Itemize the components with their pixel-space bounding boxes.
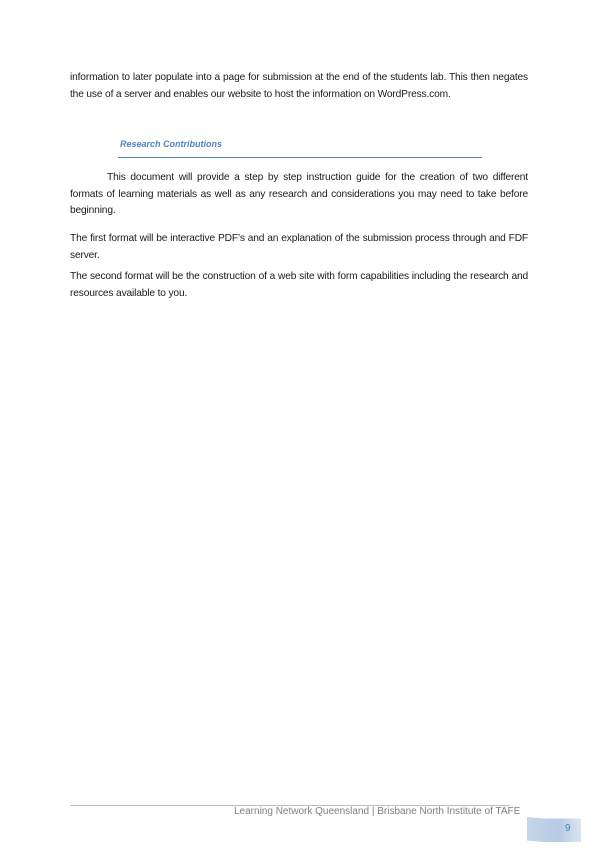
section-heading: Research Contributions — [120, 139, 223, 149]
heading-underline — [118, 157, 482, 158]
second-format-paragraph: The second format will be the construction of a web site with form capabilities including the research and resources available to you. — [70, 271, 528, 299]
page-number-tab — [527, 817, 581, 842]
page-number: 9 — [565, 823, 571, 834]
footer-text: Learning Network Queensland | Brisbane North Institute of TAFE — [234, 806, 521, 817]
continuation-paragraph: information to later populate into a page for submission at the end of the students lab. This then negates the use of a server and enables our website to host the information on WordPress.com. — [70, 72, 528, 100]
intro-paragraph: This document will provide a step by step instruction guide for the creation of two different formats of learning materials as well as any research and considerations you may need to take before beginning. — [70, 172, 528, 217]
first-format-paragraph: The first format will be interactive PDF’s and an explanation of the submission process through and FDF server. — [70, 233, 528, 261]
